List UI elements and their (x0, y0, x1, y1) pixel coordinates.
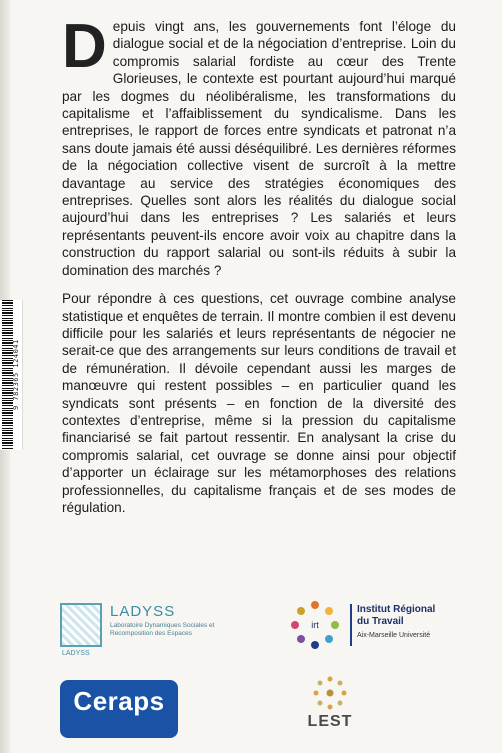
irt-university: Aix-Marseille Université (357, 632, 431, 639)
barcode-digits: 9 782365 124041 (12, 339, 20, 411)
isbn-barcode (0, 300, 23, 450)
drop-cap: D (62, 12, 107, 81)
paragraph-1 (62, 12, 456, 279)
irt-title (357, 604, 435, 628)
ladyss-name: LADYSS (110, 603, 176, 620)
irt-logo (288, 598, 463, 658)
back-cover-text (62, 12, 456, 516)
irt-divider (350, 604, 352, 646)
irt-title-line1: Institut Régional (357, 604, 436, 615)
irt-title-line2: du Travail (357, 616, 404, 627)
irt-mark-text: irt (311, 620, 319, 630)
ceraps-logo (60, 680, 178, 738)
lest-burst-icon (312, 675, 348, 711)
paragraph-1-body: epuis vingt ans, les gouvernements font l’éloge du dialogue social et de la négociation d’entreprise. Loin du compromis salarial fordiste au cœur des Trente Glorieuses, le contexte est pourtant aujourd’hui marqué par les dogmes du néolibéralisme, les transformations du capitalisme et l’affaiblissement du syndicalisme. Dans les entreprises, le rapport de forces entre syndicats et patronat n’a sans doute jamais été aussi déséquilibré. Les dernières réformes de la négociation collective visent de surcroît à la mettre davantage au service des stratégies économiques des entreprises. Quelles sont alors les réalités du dialogue social aujourd’hui dans les entreprises ? Les salariés et leurs représentants peuvent-ils encore avoir voix au chapitre dans la construction du rapport salarial ou sont-ils réduits à subir la domination des marchés ? (62, 19, 456, 278)
irt-dots-icon (288, 598, 342, 652)
ceraps-name: Ceraps (73, 686, 165, 716)
ladyss-subtitle: Laboratoire Dynamiques Sociales et Recomposition des Espaces (110, 622, 215, 637)
lest-name: LEST (307, 713, 353, 730)
lest-logo (290, 675, 370, 745)
ladyss-mark-text: LADYSS (62, 650, 90, 657)
ladyss-logo (60, 603, 230, 657)
paragraph-2: Pour répondre à ces questions, cet ouvrage combine analyse statistique et enquêtes de terrain. Il montre combien il est devenu difficile pour les salariés et leurs représentants de négocier ne serait-ce que des arrangements sur leurs conditions de travail et de rémunération. Il dévoile cependant aussi les marges de manœuvre qui restent possibles – en particulier quand les syndicats sont présents – en fonction de la diversité des contextes d’entreprise, même si la pression du capitalisme financiarisé se fait partout ressentir. En analysant la crise du compromis salarial, cet ouvrage se donne ainsi pour objectif d’apporter un éclairage sur les métamorphoses des relations professionnelles, du capitalisme français et de ses modes de régulation. (62, 291, 456, 515)
ladyss-mark-icon (60, 603, 102, 657)
